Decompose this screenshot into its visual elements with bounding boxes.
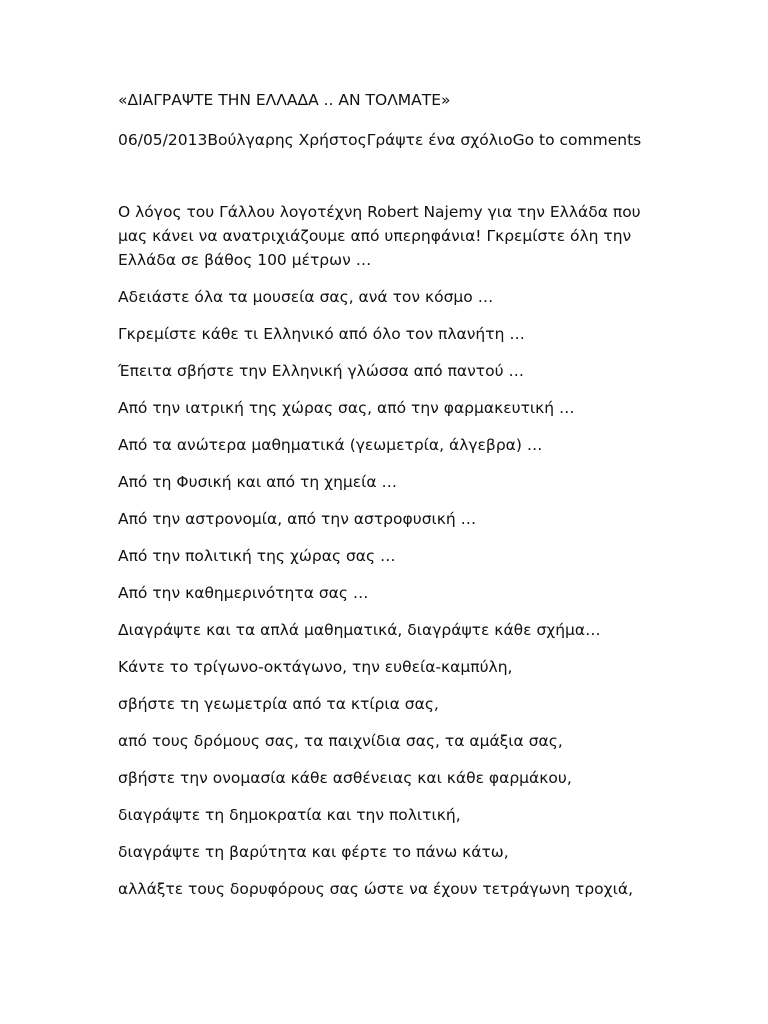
text-line: Αδειάστε όλα τα μουσεία σας, ανά τον κόσμο … [118, 288, 494, 306]
document-body [118, 200, 668, 901]
post-author: Βούλγαρης Χρήστος [207, 131, 367, 149]
intro-paragraph: Ο λόγος του Γάλλου λογοτέχνη Robert Najemy για την Ελλάδα που μας κάνει να ανατριχιάζουμε από υπερηφάνια! Γκρεμίστε όλη την Ελλάδα σε βάθος 100 μέτρων … [118, 203, 641, 269]
text-line: Από την πολιτική της χώρας σας … [118, 547, 396, 565]
go-to-comments-link[interactable]: Go to comments [512, 131, 642, 149]
text-line: διαγράψτε τη βαρύτητα και φέρτε το πάνω κάτω, [118, 843, 509, 861]
comment-prompt-link[interactable]: Γράψτε ένα σχόλιο [366, 131, 513, 149]
text-line: από τους δρόμους σας, τα παιχνίδια σας, τα αμάξια σας, [118, 732, 563, 750]
text-line: Από τα ανώτερα μαθηματικά (γεωμετρία, άλγεβρα) … [118, 436, 543, 454]
text-line: διαγράψτε τη δημοκρατία και την πολιτική, [118, 806, 461, 824]
post-meta [118, 128, 668, 152]
post-date: 06/05/2013 [118, 131, 208, 149]
text-line: σβήστε την ονομασία κάθε ασθένειας και κάθε φαρμάκου, [118, 769, 572, 787]
text-line: Κάντε το τρίγωνο-οκτάγωνο, την ευθεία-καμπύλη, [118, 658, 513, 676]
text-line: Γκρεμίστε κάθε τι Ελληνικό από όλο τον πλανήτη … [118, 325, 525, 343]
text-line: αλλάξτε τους δορυφόρους σας ώστε να έχουν τετράγωνη τροχιά, [118, 880, 633, 898]
text-line: Από τη Φυσική και από τη χημεία … [118, 473, 398, 491]
document-title: «ΔΙΑΓΡΑΨΤΕ ΤΗΝ ΕΛΛΑΔΑ .. ΑΝ ΤΟΛΜΑΤΕ» [118, 91, 451, 109]
text-line: Από την αστρονομία, από την αστροφυσική … [118, 510, 477, 528]
text-line: Διαγράψτε και τα απλά μαθηματικά, διαγράψτε κάθε σχήμα… [118, 621, 601, 639]
text-line: σβήστε τη γεωμετρία από τα κτίρια σας, [118, 695, 439, 713]
text-line: Από την ιατρική της χώρας σας, από την φαρμακευτική … [118, 399, 575, 417]
text-line: Έπειτα σβήστε την Ελληνική γλώσσα από παντού … [118, 362, 524, 380]
text-line: Από την καθημερινότητα σας … [118, 584, 369, 602]
